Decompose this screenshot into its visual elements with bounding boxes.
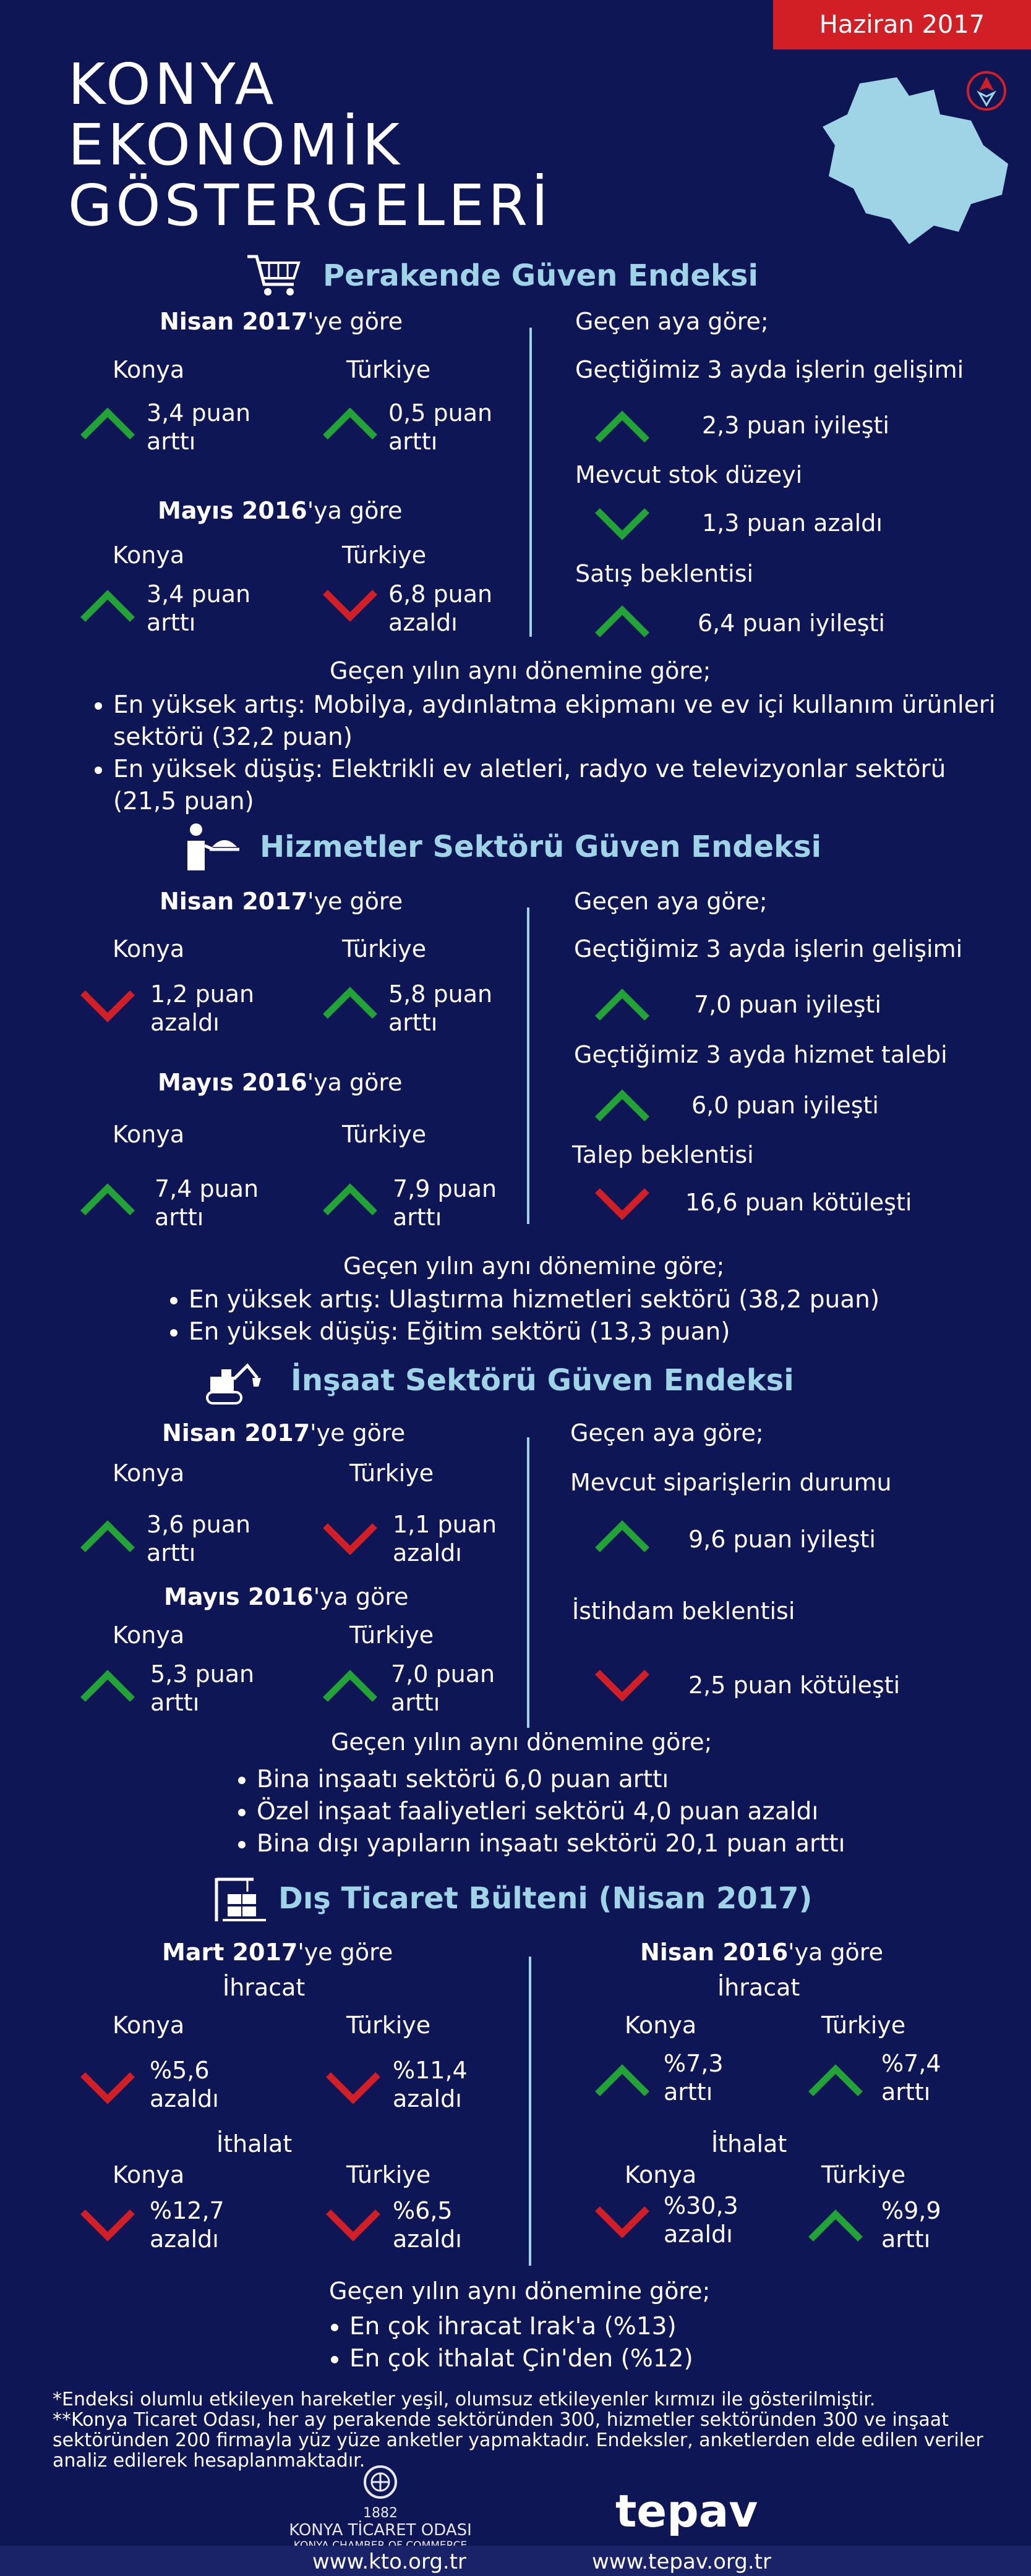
value-line: arttı [388, 1009, 438, 1036]
kto-year: 1882 [363, 2506, 398, 2521]
services-r2-label: Geçtiğimiz 3 ayda hizmet talebi [574, 1041, 948, 1068]
value-line: arttı [150, 1689, 200, 1716]
value-line: %11,4 [393, 2057, 468, 2084]
trade-r-ihr-turkiye-label: Türkiye [821, 2012, 906, 2039]
excavator-icon [204, 1358, 263, 1408]
trade-l-ihr-turkiye-label: Türkiye [346, 2012, 431, 2039]
value-line: azaldı [388, 609, 458, 636]
construction-r1-value: 9,6 puan iyileşti [688, 1526, 876, 1553]
value-line: arttı [664, 2078, 713, 2106]
retail-mayis-bold: Mayıs 2016 [158, 497, 307, 524]
down-arrow-icon [594, 2204, 651, 2241]
value-line: %7,3 [664, 2050, 724, 2077]
value-line: %12,7 [150, 2197, 225, 2224]
retail-mayis-heading [158, 496, 403, 525]
down-arrow-icon [79, 988, 136, 1025]
construction-n-turkiye-label: Türkiye [349, 1460, 434, 1487]
retail-year-heading: Geçen yılın aynı dönemine göre; [330, 657, 711, 684]
construction-m-turkiye-label: Türkiye [349, 1622, 434, 1649]
up-arrow-icon [594, 986, 651, 1023]
retail-n-turkiye-label: Türkiye [346, 356, 431, 383]
services-nisan-bold: Nisan 2017 [160, 888, 308, 915]
up-arrow-icon [79, 587, 136, 624]
construction-mayis-heading [164, 1583, 409, 1611]
value-line: arttı [147, 1539, 196, 1566]
up-arrow-icon [594, 603, 651, 640]
value-line: arttı [147, 428, 196, 455]
services-nisan-rest: 'ye göre [307, 888, 403, 915]
title-line-1: KONYA [68, 51, 278, 117]
up-arrow-icon [322, 405, 379, 442]
compass-icon [965, 69, 1008, 113]
construction-n-turkiye-value [393, 1510, 497, 1567]
construction-divider [527, 1437, 529, 1728]
value-line: 1,2 puan [150, 980, 255, 1008]
trade-r-ith-turkiye-value [881, 2196, 941, 2253]
construction-mayis-rest: 'ya göre [313, 1583, 409, 1610]
value-line: 3,4 puan [147, 399, 251, 427]
retail-r2-label: Mevcut stok düzeyi [575, 461, 803, 488]
services-r2-value: 6,0 puan iyileşti [691, 1092, 879, 1119]
retail-bullets [76, 689, 1004, 818]
construction-nisan-rest: 'ye göre [310, 1419, 406, 1447]
value-line: 3,4 puan [147, 580, 251, 608]
value-line: %30,3 [664, 2192, 738, 2219]
up-arrow-icon [807, 2207, 864, 2244]
services-m-turkiye-value [393, 1175, 497, 1231]
value-line: 7,9 puan [393, 1175, 497, 1202]
trade-left-ithalat: İthalat [216, 2130, 293, 2157]
trade-l-ihr-konya-value [150, 2056, 219, 2113]
trade-nisan-heading [640, 1938, 883, 1966]
value-line: 7,0 puan [391, 1660, 495, 1688]
footnote-2: **Konya Ticaret Odası, her ay perakende sektöründen 300, hizmetler sektöründen 300 ve inşaat sektöründen 200 firmayla yüz yüze anketler yapmaktadır. Endeksler, anketlerden elde edilen veriler analiz edilerek hesaplanmaktadır. [53, 2409, 983, 2472]
services-m-konya-label: Konya [113, 1121, 185, 1148]
services-n-turkiye-label: Türkiye [342, 935, 427, 963]
value-line: azaldı [393, 1539, 462, 1566]
trade-divider [529, 1957, 531, 2266]
retail-m-turkiye-value [388, 580, 492, 637]
services-n-konya-value [150, 980, 254, 1037]
value-line: 0,5 puan [388, 399, 493, 427]
list-item: • En yüksek düşüş: Elektrikli ev aletleri, radyo ve televizyonlar sektörü (21,5 puan) [113, 754, 1004, 818]
up-arrow-icon [594, 1518, 651, 1555]
trade-bullets [312, 2311, 968, 2375]
value-line: azaldı [664, 2221, 733, 2248]
kto-logo-icon [362, 2463, 399, 2507]
up-arrow-icon [322, 1667, 379, 1704]
trade-r-ith-konya-label: Konya [625, 2161, 697, 2188]
services-r1-label: Geçtiğimiz 3 ayda işlerin gelişimi [574, 935, 963, 963]
value-line: arttı [391, 1689, 440, 1716]
trade-right-ihracat: İhracat [717, 1974, 800, 2001]
trade-mart-bold: Mart 2017 [162, 1939, 298, 1966]
value-line: azaldı [150, 1009, 220, 1036]
down-arrow-icon [79, 2070, 136, 2107]
up-arrow-icon [79, 405, 136, 442]
services-r1-value: 7,0 puan iyileşti [694, 991, 881, 1018]
construction-right-heading: Geçen aya göre; [570, 1419, 764, 1447]
up-arrow-icon [807, 2062, 864, 2099]
construction-bullets [220, 1764, 1030, 1860]
value-line: arttı [155, 1204, 204, 1231]
footer-bar [0, 2546, 1031, 2576]
value-line: %7,4 [881, 2050, 941, 2077]
down-arrow-icon [594, 1667, 651, 1704]
waiter-icon [182, 822, 241, 872]
construction-r2-value: 2,5 puan kötüleşti [688, 1672, 901, 1699]
value-line: arttı [147, 609, 196, 636]
tepav-logo: tepav [615, 2485, 758, 2537]
services-n-turkiye-value [388, 980, 492, 1037]
retail-r1-value: 2,3 puan iyileşti [702, 412, 889, 439]
trade-nisan-bold: Nisan 2016 [640, 1939, 789, 1966]
trade-right-ithalat: İthalat [711, 2130, 787, 2157]
services-right-heading: Geçen aya göre; [574, 888, 768, 915]
list-item: • Bina dışı yapıların inşaatı sektörü 20,1 puan arttı [257, 1828, 1030, 1860]
trade-nisan-rest: 'ya göre [788, 1939, 883, 1966]
trade-mart-rest: 'ye göre [297, 1939, 393, 1966]
retail-n-konya-label: Konya [113, 356, 185, 383]
services-r3-value: 16,6 puan kötüleşti [685, 1189, 912, 1216]
up-arrow-icon [79, 1667, 136, 1704]
construction-n-konya-value [147, 1510, 250, 1567]
trade-l-ith-konya-value [150, 2196, 225, 2253]
value-line: arttı [388, 428, 438, 455]
down-arrow-icon [594, 506, 651, 543]
list-item: • En çok ithalat Çin'den (%12) [349, 2343, 968, 2375]
construction-r2-label: İstihdam beklentisi [572, 1597, 795, 1625]
trade-l-ihr-turkiye-value [393, 2056, 468, 2113]
retail-r2-value: 1,3 puan azaldı [702, 509, 883, 537]
kto-logo-text [281, 2506, 479, 2552]
page-title [68, 51, 552, 239]
list-item: • Özel inşaat faaliyetleri sektörü 4,0 puan azaldı [257, 1796, 1030, 1828]
trade-mart-heading [162, 1938, 393, 1966]
trade-r-ihr-turkiye-value [881, 2049, 941, 2106]
date-badge [773, 0, 1031, 49]
down-arrow-icon [322, 587, 379, 624]
date-text: Haziran 2017 [819, 11, 985, 39]
footnote-1: *Endeksi olumlu etkileyen hareketler yeşil, olumsuz etkileyenler kırmızı ile gösterilmiştir. [53, 2389, 876, 2410]
construction-section-title: İnşaat Sektörü Güven Endeksi [291, 1363, 794, 1398]
trade-r-ith-turkiye-label: Türkiye [821, 2161, 906, 2188]
value-line: 5,8 puan [388, 980, 493, 1008]
down-arrow-icon [322, 1521, 379, 1558]
retail-m-konya-value [147, 580, 250, 637]
retail-n-konya-value [147, 399, 250, 456]
construction-mayis-bold: Mayıs 2016 [164, 1583, 314, 1610]
retail-divider [529, 328, 532, 637]
construction-r1-label: Mevcut siparişlerin durumu [570, 1469, 892, 1496]
trade-l-ith-turkiye-label: Türkiye [346, 2161, 431, 2188]
list-item: • En yüksek düşüş: Eğitim sektörü (13,3 puan) [189, 1316, 993, 1348]
construction-m-konya-value [150, 1660, 254, 1717]
down-arrow-icon [325, 2070, 382, 2107]
up-arrow-icon [322, 1181, 379, 1218]
construction-m-turkiye-value [391, 1660, 495, 1717]
services-year-heading: Geçen yılın aynı dönemine göre; [343, 1252, 725, 1280]
value-line: arttı [881, 2225, 931, 2253]
retail-mayis-rest: 'ya göre [307, 497, 403, 524]
services-mayis-heading [158, 1068, 403, 1097]
services-section-title: Hizmetler Sektörü Güven Endeksi [260, 830, 822, 864]
value-line: azaldı [150, 2085, 219, 2112]
services-n-konya-label: Konya [113, 935, 185, 963]
retail-n-turkiye-value [388, 399, 492, 456]
retail-nisan-heading [160, 307, 403, 336]
retail-section-title: Perakende Güven Endeksi [323, 258, 758, 293]
retail-r3-value: 6,4 puan iyileşti [698, 610, 885, 637]
up-arrow-icon [79, 1181, 136, 1218]
construction-nisan-bold: Nisan 2017 [162, 1419, 310, 1447]
footnotes [53, 2389, 993, 2471]
up-arrow-icon [594, 408, 651, 445]
value-line: 6,8 puan [388, 580, 493, 608]
services-nisan-heading [160, 887, 403, 916]
value-line: 5,3 puan [150, 1660, 255, 1688]
up-arrow-icon [594, 1087, 651, 1124]
trade-l-ith-turkiye-value [393, 2196, 462, 2253]
value-line: arttı [393, 1204, 442, 1231]
list-item: • En yüksek artış: Ulaştırma hizmetleri sektörü (38,2 puan) [189, 1284, 993, 1316]
construction-year-heading: Geçen yılın aynı dönemine göre; [331, 1728, 712, 1756]
retail-m-konya-label: Konya [113, 542, 185, 569]
value-line: 7,4 puan [155, 1175, 259, 1202]
down-arrow-icon [594, 1186, 651, 1223]
value-line: 1,1 puan [393, 1511, 497, 1538]
shopping-cart-icon [244, 250, 303, 300]
value-line: azaldı [393, 2085, 462, 2112]
trade-l-ihr-konya-label: Konya [113, 2012, 185, 2039]
trade-r-ihr-konya-value [664, 2049, 724, 2106]
list-item: • En çok ihracat Irak'a (%13) [349, 2311, 968, 2343]
kto-name: KONYA TİCARET ODASI [289, 2521, 472, 2540]
trade-left-ihracat: İhracat [223, 1974, 306, 2001]
down-arrow-icon [79, 2207, 136, 2244]
services-divider [527, 908, 529, 1224]
retail-right-heading: Geçen aya göre; [575, 308, 769, 335]
retail-nisan-rest: 'ye göre [307, 308, 403, 335]
value-line: azaldı [150, 2225, 219, 2253]
title-line-3: GÖSTERGELERİ [68, 172, 552, 239]
up-arrow-icon [79, 1518, 136, 1555]
value-line: arttı [881, 2078, 931, 2106]
services-r3-label: Talep beklentisi [572, 1141, 754, 1168]
services-bullets [152, 1284, 993, 1348]
cargo-crane-icon [210, 1873, 269, 1923]
services-m-turkiye-label: Türkiye [342, 1121, 427, 1148]
retail-r3-label: Satış beklentisi [575, 560, 754, 587]
trade-l-ith-konya-label: Konya [113, 2161, 185, 2188]
title-line-2: EKONOMİK [68, 112, 403, 178]
value-line: %6,5 [393, 2197, 453, 2224]
trade-section-title: Dış Ticaret Bülteni (Nisan 2017) [278, 1881, 813, 1916]
list-item: • Bina inşaatı sektörü 6,0 puan arttı [257, 1764, 1030, 1796]
kto-url-link[interactable]: www.kto.org.tr [312, 2549, 467, 2574]
services-mayis-rest: 'ya göre [307, 1069, 403, 1096]
trade-year-heading: Geçen yılın aynı dönemine göre; [329, 2277, 711, 2305]
value-line: 3,6 puan [147, 1511, 251, 1538]
down-arrow-icon [325, 2207, 382, 2244]
tepav-url-link[interactable]: www.tepav.org.tr [592, 2549, 771, 2574]
up-arrow-icon [322, 984, 379, 1021]
up-arrow-icon [594, 2062, 651, 2099]
retail-r1-label: Geçtiğimiz 3 ayda işlerin gelişimi [575, 356, 964, 383]
retail-nisan-bold: Nisan 2017 [160, 308, 308, 335]
construction-m-konya-label: Konya [113, 1622, 185, 1649]
trade-r-ith-konya-value [664, 2191, 738, 2248]
retail-m-turkiye-label: Türkiye [342, 542, 427, 569]
services-mayis-bold: Mayıs 2016 [158, 1069, 307, 1096]
value-line: %5,6 [150, 2057, 210, 2084]
services-m-konya-value [155, 1175, 259, 1231]
value-line: azaldı [393, 2225, 462, 2253]
construction-n-konya-label: Konya [113, 1460, 185, 1487]
value-line: %9,9 [881, 2197, 941, 2224]
construction-nisan-heading [162, 1419, 405, 1447]
list-item: • En yüksek artış: Mobilya, aydınlatma ekipmanı ve ev içi kullanım ürünleri sektörü (32,2 puan) [113, 689, 1004, 754]
trade-r-ihr-konya-label: Konya [625, 2012, 697, 2039]
